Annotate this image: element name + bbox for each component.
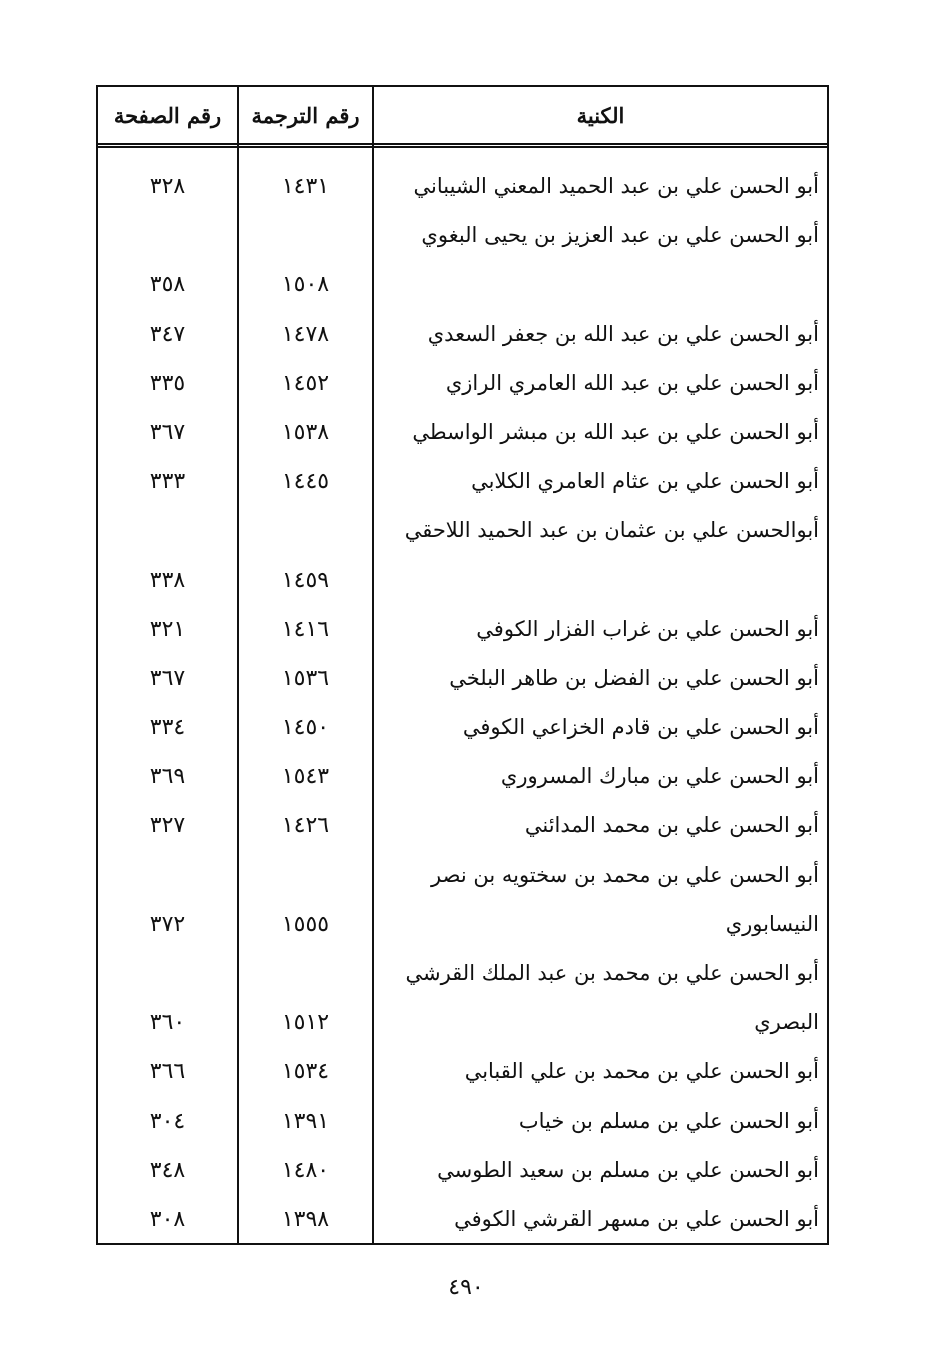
- biography-number-cell: ١٥٤٣: [281, 764, 330, 790]
- table-row: [98, 1097, 827, 1146]
- page-number: ٤٩٠: [448, 1275, 484, 1300]
- biography-number-cell: ١٤٧٨: [281, 321, 330, 347]
- biography-number-cell: ١٥٣٦: [281, 665, 330, 691]
- kunya-cell: أبو الحسن علي بن محمد بن سختويه بن نصر النيسابوري: [431, 862, 819, 936]
- kunya-cell: أبو الحسن علي بن عبد الحميد المعني الشيباني: [413, 174, 819, 198]
- kunya-cell: أبو الحسن علي بن محمد بن عبد الملك القرشي البصري: [405, 961, 819, 1035]
- biography-number-cell: ١٥٠٨: [281, 272, 330, 298]
- header-kunya: الكنية: [576, 102, 625, 128]
- table-row: [98, 1047, 827, 1096]
- biography-number-cell: ١٤٥٩: [281, 567, 330, 593]
- table-row: [98, 457, 827, 506]
- page-number-cell: ٣٦٩: [149, 764, 186, 790]
- table-row: [98, 801, 827, 850]
- index-table: [96, 85, 829, 1245]
- table-row: [98, 605, 827, 654]
- page-number-cell: ٣٠٤: [149, 1108, 186, 1134]
- kunya-cell: أبو الحسن علي بن مسهر القرشي الكوفي: [454, 1207, 819, 1231]
- page-number-cell: ٣٣٥: [149, 370, 186, 396]
- page-number-cell: ٣٣٤: [149, 715, 186, 741]
- header-biography-number: رقم الترجمة: [251, 102, 360, 128]
- page-number-cell: ٣٠٨: [149, 1207, 186, 1232]
- biography-number-cell: ١٤٤٥: [281, 469, 330, 495]
- kunya-cell: أبو الحسن علي بن عبد العزيز بن يحيى البغوي: [421, 223, 819, 248]
- table-row: [98, 752, 827, 801]
- biography-number-cell: ١٣٩٨: [281, 1207, 330, 1232]
- table-row: [98, 1146, 827, 1195]
- table-row: [98, 949, 827, 1047]
- page-number-cell: ٣٤٧: [149, 321, 186, 347]
- table-body: [98, 162, 827, 1244]
- page-number-cell: ٣٢٧: [149, 813, 186, 839]
- kunya-cell: أبو الحسن علي بن قادم الخزاعي الكوفي: [462, 715, 819, 740]
- table-row: [98, 359, 827, 408]
- page-number-cell: ٣٣٨: [149, 567, 186, 593]
- header-page-number: رقم الصفحة: [113, 102, 222, 128]
- table-row: [98, 654, 827, 703]
- biography-number-cell: ١٤٥٢: [281, 370, 330, 396]
- kunya-cell: أبو الحسن علي بن محمد المدائني: [524, 813, 819, 838]
- page-number-cell: ٣٢١: [149, 616, 186, 642]
- page-number-cell: ٣٦٦: [149, 1059, 186, 1085]
- biography-number-cell: ١٤٥٠: [281, 715, 330, 741]
- kunya-cell: أبو الحسن علي بن مسلم بن سعيد الطوسي: [437, 1157, 819, 1182]
- kunya-cell: أبو الحسن علي بن مسلم بن خياب: [518, 1108, 819, 1133]
- page-number-cell: ٣٦٠: [149, 1010, 186, 1036]
- biography-number-cell: ١٤١٦: [281, 616, 330, 642]
- biography-number-cell: ١٤٢٦: [281, 813, 330, 839]
- kunya-cell: أبوالحسن علي بن عثمان بن عبد الحميد اللاحقي: [404, 518, 819, 543]
- kunya-cell: أبو الحسن علي بن محمد بن علي القبابي: [464, 1059, 819, 1084]
- header-separator: [98, 143, 827, 148]
- kunya-cell: أبو الحسن علي بن الفضل بن طاهر البلخي: [449, 665, 819, 690]
- kunya-cell: أبو الحسن علي بن عبد الله بن مبشر الواسطي: [412, 419, 819, 444]
- table-row: [98, 211, 827, 309]
- biography-number-cell: ١٤٨٠: [281, 1157, 330, 1183]
- table-row: [98, 408, 827, 457]
- table-row: [98, 703, 827, 752]
- table-row: [98, 506, 827, 604]
- page-number-cell: ٣٥٨: [149, 272, 186, 298]
- table-row: [98, 851, 827, 949]
- kunya-cell: أبو الحسن علي بن غراب الفزار الكوفي: [476, 616, 819, 641]
- page-number-cell: ٣٢٨: [149, 174, 186, 199]
- biography-number-cell: ١٥١٢: [281, 1010, 330, 1036]
- kunya-cell: أبو الحسن علي بن عبد الله العامري الرازي: [445, 370, 819, 395]
- biography-number-cell: ١٥٣٨: [281, 419, 330, 445]
- page-number-cell: ٣٦٧: [149, 665, 186, 691]
- biography-number-cell: ١٤٣١: [281, 174, 330, 199]
- biography-number-cell: ١٥٣٤: [281, 1059, 330, 1085]
- table-row: [98, 1195, 827, 1244]
- kunya-cell: أبو الحسن علي بن عبد الله بن جعفر السعدي: [427, 321, 819, 346]
- page-number-cell: ٣٦٧: [149, 419, 186, 445]
- kunya-cell: أبو الحسن علي بن عثام العامري الكلابي: [471, 469, 819, 494]
- biography-number-cell: ١٥٥٥: [281, 911, 330, 937]
- table-row: [98, 162, 827, 211]
- biography-number-cell: ١٣٩١: [281, 1108, 330, 1134]
- page-number-cell: ٣٤٨: [149, 1157, 186, 1183]
- kunya-cell: أبو الحسن علي بن مبارك المسروري: [500, 764, 819, 789]
- page-number-cell: ٣٧٢: [149, 911, 186, 937]
- page-number-cell: ٣٣٣: [149, 469, 186, 495]
- table-row: [98, 310, 827, 359]
